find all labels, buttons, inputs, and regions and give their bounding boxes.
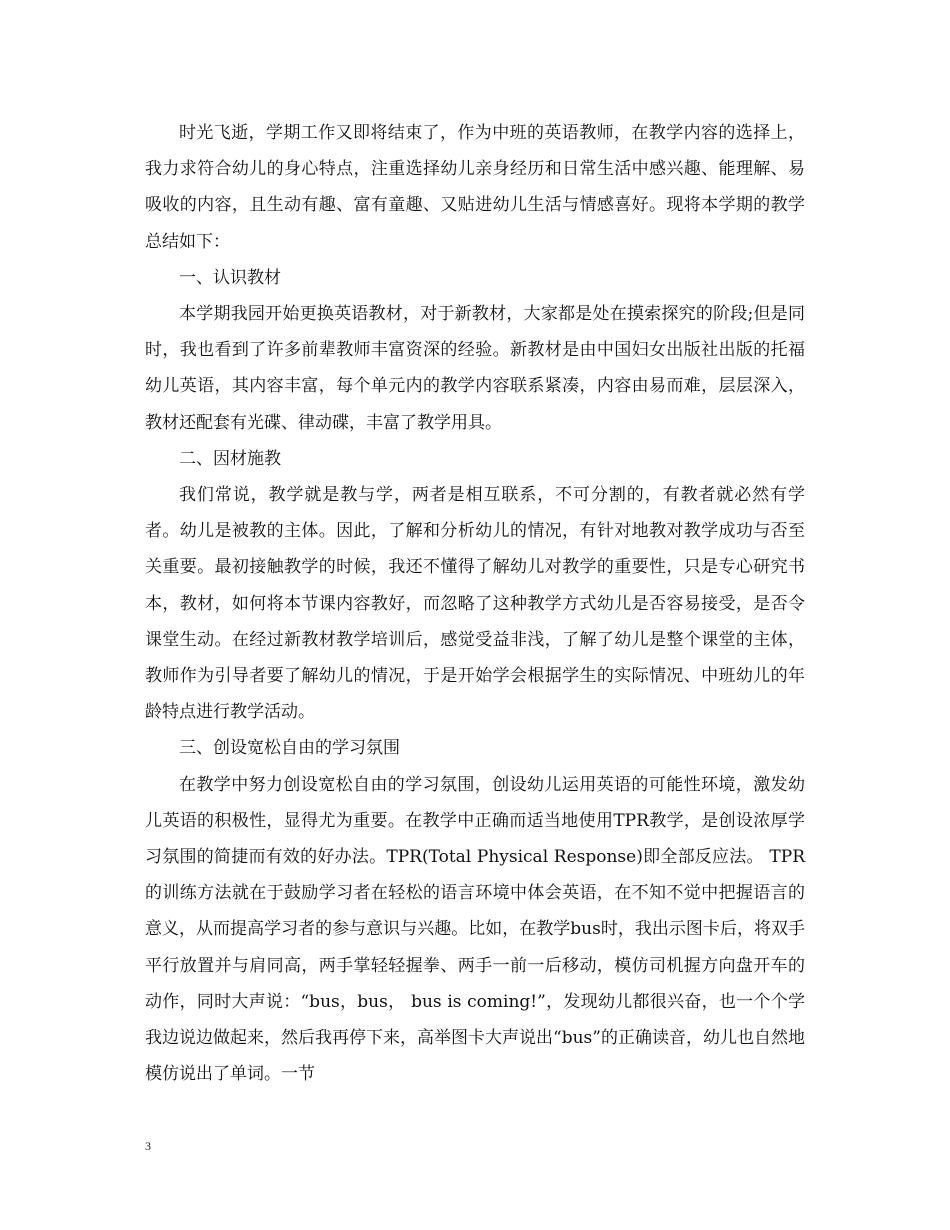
section-1-paragraph: 本学期我园开始更换英语教材，对于新教材，大家都是处在摸索探究的阶段;但是同时，我也看到了许多前辈教师丰富资深的经验。新教材是由中国妇女出版社出版的托福幼儿英语，其内容丰富，每个单元内的教学内容联系紧凑，内容由易而难，层层深入，教材还配套有光碟、律动碟，丰富了教学用具。 bbox=[145, 304, 805, 433]
section-heading-2: 二、因材施教 bbox=[179, 448, 281, 469]
section-heading-1: 一、认识教材 bbox=[179, 267, 281, 288]
section-heading-3: 三、创设宽松自由的学习氛围 bbox=[179, 738, 400, 759]
document-body bbox=[145, 115, 805, 1092]
section-2-paragraph: 我们常说，教学就是教与学，两者是相互联系，不可分割的，有教者就必然有学者。幼儿是被教的主体。因此，了解和分析幼儿的情况，有针对地教对教学成功与否至关重要。最初接触教学的时候，我还不懂得了解幼儿对教学的重要性，只是专心研究书本，教材，如何将本节课内容教好，而忽略了这种教学方式幼儿是否容易接受，是否令课堂生动。在经过新教材教学培训后，感觉受益非浅，了解了幼儿是整个课堂的主体，教师作为引导者要了解幼儿的情况，于是开始学会根据学生的实际情况、中班幼儿的年龄特点进行教学活动。 bbox=[145, 485, 805, 723]
section-3-paragraph: 在教学中努力创设宽松自由的学习氛围，创设幼儿运用英语的可能性环境，激发幼儿英语的积极性，显得尤为重要。在教学中正确而适当地使用TPR教学，是创设浓厚学习氛围的简捷而有效的好办法。TPR(Total Physical Response)即全部反应法。 TPR的训练方法就在于鼓励学习者在轻松的语言环境中体会英语，在不知不觉中把握语言的意义，从而提高学习者的参与意识与兴趣。比如，在教学bus时，我出示图卡后，将双手平行放置并与肩同高，两手掌轻轻握拳、两手一前一后移动，模仿司机握方向盘开车的动作，同时大声说：“bus，bus， bus is coming!”，发现幼儿都很兴奋，也一个个学我边说边做起来，然后我再停下来，高举图卡大声说出“bus”的正确读音，幼儿也自然地模仿说出了单词。一节 bbox=[145, 774, 805, 1085]
page-number: 3 bbox=[145, 1139, 151, 1153]
intro-paragraph: 时光飞逝，学期工作又即将结束了，作为中班的英语教师，在教学内容的选择上，我力求符合幼儿的身心特点，注重选择幼儿亲身经历和日常生活中感兴趣、能理解、易吸收的内容，且生动有趣、富有童趣、又贴进幼儿生活与情感喜好。现将本学期的教学总结如下： bbox=[145, 123, 805, 252]
